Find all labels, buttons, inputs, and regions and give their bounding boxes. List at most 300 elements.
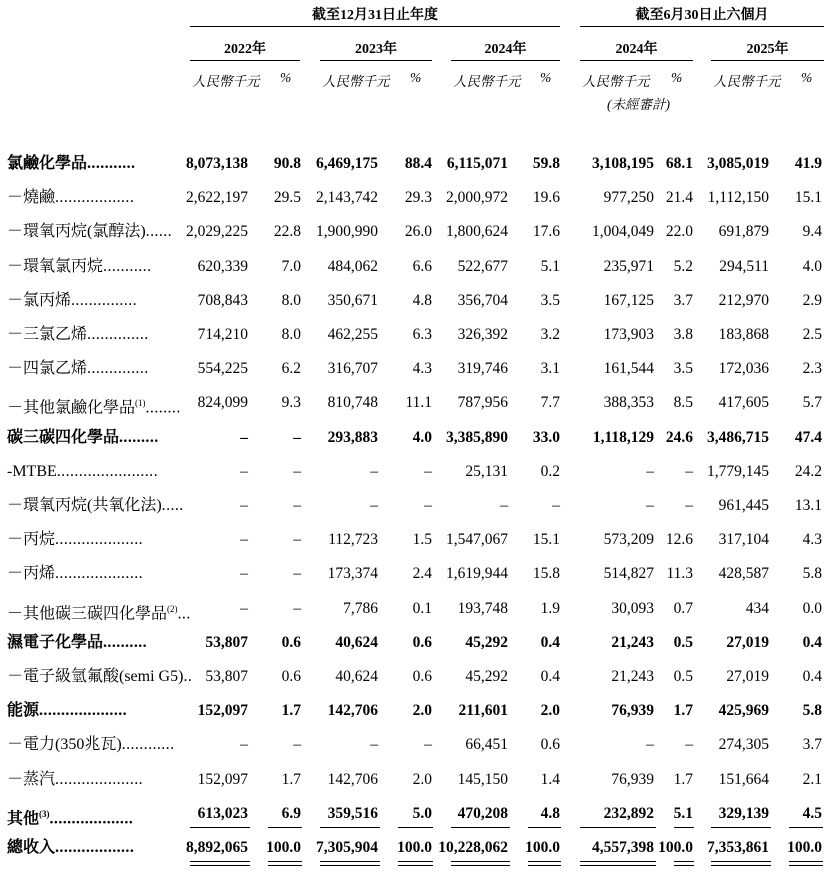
percent-cell: 4.8 <box>412 291 432 309</box>
dot-leader: ............... <box>71 291 138 309</box>
row-label <box>7 697 127 725</box>
percent-cell: 24.6 <box>665 428 693 446</box>
dot-leader: ........ <box>145 399 181 417</box>
pct-label-2024-h1: % <box>671 70 683 85</box>
percent-cell: 9.3 <box>281 394 301 412</box>
amount-cell: 319,746 <box>457 360 508 378</box>
amount-cell: 350,671 <box>327 291 378 309</box>
total-double-rule <box>398 861 433 866</box>
year-rule-2024 <box>451 60 560 61</box>
dot-leader: ........... <box>87 155 136 172</box>
percent-cell: 5.8 <box>802 565 822 583</box>
percent-cell: – <box>424 736 432 754</box>
group-header-annual: 截至12月31日止年度 <box>312 8 438 23</box>
percent-cell: – <box>685 497 693 514</box>
amount-cell: 573,209 <box>603 531 654 549</box>
amount-cell: 329,139 <box>718 804 769 822</box>
percent-cell: 41.9 <box>794 155 822 172</box>
percent-cell: 4.8 <box>540 804 560 822</box>
dot-leader: .............. <box>87 360 149 378</box>
amount-cell: 212,970 <box>718 291 769 309</box>
footnote-marker: (1) <box>135 398 146 409</box>
amount-cell: 787,956 <box>457 394 508 412</box>
amount-cell: 359,516 <box>327 804 378 822</box>
percent-cell: – <box>424 497 432 514</box>
percent-cell: 2.0 <box>412 770 432 788</box>
percent-cell: 1.4 <box>540 770 560 788</box>
row-label-text: 氯鹼化學品 <box>7 155 88 172</box>
percent-cell: 3.7 <box>673 291 693 309</box>
amount-cell: 6,115,071 <box>446 155 508 172</box>
percent-cell: 12.6 <box>665 531 693 549</box>
percent-cell: 7.0 <box>281 257 301 275</box>
percent-cell: 3.7 <box>802 736 822 754</box>
year-rule-2022 <box>190 60 300 61</box>
row-label-text: 其他 <box>7 810 40 828</box>
percent-cell: 5.0 <box>412 804 432 822</box>
year-header-2023: 2023年 <box>355 42 397 57</box>
table-row <box>0 218 828 246</box>
amount-cell: – <box>240 565 248 583</box>
row-label-text: 能源 <box>7 702 40 720</box>
percent-cell: 26.0 <box>404 223 432 241</box>
percent-cell: 5.1 <box>673 804 693 822</box>
total-double-rule <box>789 861 823 866</box>
percent-cell: 8.0 <box>281 326 301 343</box>
percent-cell: 4.5 <box>802 804 822 822</box>
amount-cell: 172,036 <box>718 360 769 378</box>
row-label-text: －電子級氫氟酸(semi G5) <box>7 668 184 685</box>
percent-cell: 0.2 <box>540 462 560 480</box>
percent-cell: 22.0 <box>665 223 693 241</box>
amount-cell: 142,706 <box>327 702 378 720</box>
percent-cell: 100.0 <box>525 839 560 856</box>
amount-cell: 3,085,019 <box>707 155 769 172</box>
subtotal-rule <box>320 827 380 828</box>
percent-cell: 6.2 <box>281 360 301 378</box>
amount-cell: 25,131 <box>465 462 508 480</box>
dot-leader: .................. <box>55 839 135 856</box>
row-label-text: 總收入 <box>7 839 56 856</box>
amount-cell: 388,353 <box>603 394 654 412</box>
percent-cell: 0.6 <box>281 668 301 685</box>
amount-cell: – <box>370 736 378 754</box>
row-label <box>7 424 159 452</box>
pct-label-2023: % <box>410 70 422 85</box>
percent-cell: 1.7 <box>673 702 693 720</box>
percent-cell: 100.0 <box>787 839 822 856</box>
percent-cell: 4.0 <box>802 257 822 275</box>
percent-cell: 6.9 <box>281 804 301 822</box>
amount-cell: 428,587 <box>718 565 769 583</box>
amount-cell: 514,827 <box>603 565 654 583</box>
percent-cell: – <box>293 428 301 446</box>
row-label-text: －燒鹼 <box>7 189 56 207</box>
row-label <box>7 595 191 628</box>
amount-cell: 151,664 <box>718 770 769 788</box>
amount-cell: – <box>500 497 508 514</box>
amount-cell: 45,292 <box>465 668 508 685</box>
row-label <box>7 834 134 862</box>
amount-cell: – <box>646 497 654 514</box>
amount-cell: – <box>240 531 248 549</box>
table-row <box>0 800 828 828</box>
amount-cell: 21,243 <box>611 668 654 685</box>
percent-cell: 6.6 <box>412 257 432 275</box>
table-row <box>0 663 828 691</box>
amount-cell: 356,704 <box>457 291 508 309</box>
amount-cell: 167,125 <box>603 291 654 309</box>
percent-cell: 3.1 <box>540 360 560 378</box>
percent-cell: 4.0 <box>412 428 432 446</box>
year-rule-2025-h1 <box>711 60 824 61</box>
percent-cell: 29.3 <box>404 189 432 207</box>
row-label-text: 碳三碳四化學品 <box>7 428 120 446</box>
percent-cell: 15.1 <box>794 189 822 207</box>
amount-cell: 173,374 <box>327 565 378 583</box>
row-label-text: －環氧氯丙烷 <box>7 257 104 275</box>
subtotal-rule <box>789 827 823 828</box>
amount-cell: – <box>240 736 248 754</box>
amount-cell: 27,019 <box>726 668 769 685</box>
amount-cell: 183,868 <box>718 326 769 343</box>
percent-cell: 0.7 <box>673 599 693 617</box>
percent-cell: – <box>424 462 432 480</box>
total-double-rule <box>528 861 561 866</box>
percent-cell: 0.4 <box>540 668 560 685</box>
percent-cell: 100.0 <box>397 839 432 856</box>
dot-leader: .. <box>183 668 193 685</box>
table-row <box>0 697 828 725</box>
amount-cell: 211,601 <box>458 702 508 720</box>
row-label <box>7 492 184 520</box>
percent-cell: – <box>293 531 301 549</box>
amount-cell: 1,800,624 <box>446 223 508 241</box>
row-label-text: －四氯乙烯 <box>7 360 88 378</box>
amount-cell: – <box>370 497 378 514</box>
dot-leader: .................. <box>55 189 135 207</box>
dot-leader: ... <box>177 604 191 622</box>
subtotal-rule <box>528 827 561 828</box>
dot-leader: ..... <box>161 497 184 514</box>
percent-cell: 0.4 <box>802 668 822 685</box>
percent-cell: – <box>293 736 301 754</box>
amount-cell: 7,786 <box>343 599 378 617</box>
pct-label-2025-h1: % <box>801 70 813 85</box>
subtotal-rule <box>580 827 656 828</box>
amount-cell: 7,305,904 <box>316 839 378 856</box>
row-label-text: －丙烯 <box>7 565 56 583</box>
table-row <box>0 492 828 520</box>
amount-cell: 53,807 <box>205 633 248 651</box>
amount-cell: 193,748 <box>457 599 508 617</box>
percent-cell: 1.5 <box>412 531 432 549</box>
dot-leader: .......... <box>103 633 148 651</box>
row-label-text: －丙烷 <box>7 531 56 549</box>
percent-cell: 4.3 <box>802 531 822 549</box>
amount-cell: 173,903 <box>603 326 654 343</box>
row-label-text: －蒸汽 <box>7 770 56 788</box>
amount-cell: 53,807 <box>205 668 248 685</box>
amount-cell: 7,353,861 <box>707 839 769 856</box>
amount-cell: 1,619,944 <box>446 565 508 583</box>
percent-cell: 1.9 <box>540 599 560 617</box>
year-header-2025-h1: 2025年 <box>746 42 789 57</box>
dot-leader: ....................... <box>56 462 158 480</box>
percent-cell: 5.2 <box>673 257 693 275</box>
dot-leader: .................... <box>55 770 144 788</box>
amount-cell: 40,624 <box>335 668 378 685</box>
percent-cell: 15.1 <box>532 531 560 549</box>
amount-cell: – <box>240 497 248 514</box>
year-header-2024: 2024年 <box>484 42 527 57</box>
amount-cell: 45,292 <box>465 633 508 651</box>
amount-cell: 8,892,065 <box>186 839 248 856</box>
percent-cell: 1.7 <box>281 702 301 720</box>
row-label-text: -MTBE <box>7 462 57 480</box>
amount-cell: 4,557,398 <box>592 839 654 856</box>
percent-cell: 0.4 <box>802 633 822 651</box>
table-row <box>0 834 828 862</box>
percent-cell: 2.0 <box>540 702 560 720</box>
amount-cell: 2,622,197 <box>186 189 248 207</box>
row-label <box>7 184 134 212</box>
table-row <box>0 184 828 212</box>
unit-label-2025-h1: 人民幣千元 <box>713 74 781 89</box>
row-label-text: 濕電子化學品 <box>7 633 104 651</box>
pct-label-2022: % <box>280 70 292 85</box>
total-double-rule <box>268 861 302 866</box>
amount-cell: 613,023 <box>197 804 248 822</box>
amount-cell: 1,112,150 <box>707 189 769 207</box>
amount-cell: 1,118,129 <box>592 428 654 446</box>
unit-label-2023: 人民幣千元 <box>322 74 390 89</box>
percent-cell: 2.3 <box>802 360 822 378</box>
amount-cell: 462,255 <box>327 326 378 343</box>
amount-cell: 76,939 <box>611 770 654 788</box>
amount-cell: 27,019 <box>726 633 769 651</box>
amount-cell: 2,143,742 <box>316 189 378 207</box>
percent-cell: 24.2 <box>794 462 822 480</box>
footnote-marker: (3) <box>39 808 50 819</box>
amount-cell: 274,305 <box>718 736 769 754</box>
amount-cell: 810,748 <box>327 394 378 412</box>
amount-cell: 961,445 <box>718 497 769 514</box>
percent-cell: 5.1 <box>540 257 560 275</box>
total-double-rule <box>674 861 694 866</box>
amount-cell: 417,605 <box>718 394 769 412</box>
amount-cell: 76,939 <box>611 702 654 720</box>
row-label <box>7 253 151 281</box>
percent-cell: 29.5 <box>273 189 301 207</box>
subtotal-rule <box>711 827 771 828</box>
amount-cell: 522,677 <box>457 257 508 275</box>
row-label <box>7 150 135 178</box>
percent-cell: 0.5 <box>673 633 693 651</box>
table-row <box>0 150 828 178</box>
percent-cell: 100.0 <box>266 839 301 856</box>
percent-cell: 21.4 <box>665 189 693 207</box>
amount-cell: 3,385,890 <box>446 428 508 446</box>
year-rule-2024-h1 <box>580 60 693 61</box>
dot-leader: ......... <box>119 428 159 446</box>
amount-cell: 1,779,145 <box>707 462 769 480</box>
percent-cell: 4.3 <box>412 360 432 378</box>
amount-cell: 3,486,715 <box>707 428 769 446</box>
table-row <box>0 458 828 486</box>
percent-cell: – <box>685 462 693 480</box>
amount-cell: 152,097 <box>197 702 248 720</box>
row-label-text: －三氯乙烯 <box>7 326 88 343</box>
table-row <box>0 355 828 383</box>
subtotal-rule <box>674 827 694 828</box>
percent-cell: 33.0 <box>532 428 560 446</box>
table-row <box>0 424 828 452</box>
percent-cell: – <box>293 497 301 514</box>
amount-cell: 145,150 <box>457 770 508 788</box>
amount-cell: 1,547,067 <box>446 531 508 549</box>
amount-cell: 235,971 <box>603 257 654 275</box>
percent-cell: 0.6 <box>412 633 432 651</box>
row-label <box>7 766 143 794</box>
amount-cell: 691,879 <box>718 223 769 241</box>
percent-cell: 0.6 <box>540 736 560 754</box>
amount-cell: 294,511 <box>719 257 769 275</box>
table-row <box>0 731 828 759</box>
percent-cell: 59.8 <box>532 155 560 172</box>
percent-cell: – <box>293 565 301 583</box>
row-label <box>7 629 147 657</box>
total-double-rule <box>711 861 771 866</box>
row-label <box>7 526 143 554</box>
row-label <box>7 355 149 383</box>
row-label <box>7 287 137 315</box>
row-label-text: －其他碳三碳四化學品 <box>7 604 168 622</box>
row-label <box>7 218 172 246</box>
row-label-text: －環氧丙烷(共氧化法) <box>7 497 162 514</box>
percent-cell: 0.0 <box>802 599 822 617</box>
year-rule-2023 <box>320 60 432 61</box>
row-label-text: －氯丙烯 <box>7 291 72 309</box>
amount-cell: – <box>240 428 248 446</box>
percent-cell: 2.5 <box>802 326 822 343</box>
amount-cell: 620,339 <box>197 257 248 275</box>
percent-cell: 5.7 <box>802 394 822 412</box>
percent-cell: 9.4 <box>802 223 822 241</box>
row-label <box>7 731 174 759</box>
total-double-rule <box>320 861 380 866</box>
percent-cell: 0.4 <box>540 633 560 651</box>
year-header-2022: 2022年 <box>224 42 266 57</box>
amount-cell: 21,243 <box>611 633 654 651</box>
dot-leader: ............ <box>121 736 175 754</box>
row-label <box>7 389 181 422</box>
percent-cell: 7.7 <box>540 394 560 412</box>
amount-cell: 714,210 <box>197 326 248 343</box>
percent-cell: – <box>685 736 693 754</box>
percent-cell: 0.5 <box>673 668 693 685</box>
subtotal-rule <box>398 827 433 828</box>
dot-leader: .................... <box>55 531 144 549</box>
unit-label-2024: 人民幣千元 <box>453 74 521 89</box>
row-label <box>7 321 149 349</box>
amount-cell: 142,706 <box>327 770 378 788</box>
amount-cell: 2,000,972 <box>446 189 508 207</box>
table-row <box>0 629 828 657</box>
amount-cell: 317,104 <box>718 531 769 549</box>
dot-leader: ...... <box>145 223 173 241</box>
dot-leader: .................... <box>55 565 144 583</box>
amount-cell: 30,093 <box>611 599 654 617</box>
amount-cell: 708,843 <box>197 291 248 309</box>
percent-cell: 2.9 <box>802 291 822 309</box>
row-label-text: －環氧丙烷(氯醇法) <box>7 223 146 241</box>
percent-cell: – <box>552 497 560 514</box>
percent-cell: 2.4 <box>412 565 432 583</box>
amount-cell: – <box>240 599 248 617</box>
amount-cell: 484,062 <box>327 257 378 275</box>
subtotal-rule <box>451 827 510 828</box>
pct-label-2024: % <box>540 70 552 85</box>
total-double-rule <box>451 861 510 866</box>
percent-cell: 5.8 <box>802 702 822 720</box>
amount-cell: 425,969 <box>718 702 769 720</box>
amount-cell: 2,029,225 <box>186 223 248 241</box>
percent-cell: 13.1 <box>794 497 822 514</box>
amount-cell: 40,624 <box>335 633 378 651</box>
group-header-interim-rule <box>580 26 824 27</box>
subtotal-rule <box>268 827 302 828</box>
percent-cell: 8.5 <box>673 394 693 412</box>
table-row <box>0 287 828 315</box>
dot-leader: ........... <box>103 257 152 275</box>
amount-cell: 470,208 <box>457 804 508 822</box>
amount-cell: 326,392 <box>457 326 508 343</box>
row-label <box>7 800 133 833</box>
unaudited-label: (未經審計) <box>607 97 670 112</box>
table-row <box>0 389 828 417</box>
percent-cell: 100.0 <box>658 839 693 856</box>
amount-cell: 152,097 <box>197 770 248 788</box>
row-label <box>7 560 143 588</box>
amount-cell: 3,108,195 <box>592 155 654 172</box>
table-row <box>0 321 828 349</box>
percent-cell: 47.4 <box>794 428 822 446</box>
unit-label-2024-h1: 人民幣千元 <box>582 74 650 89</box>
table-row <box>0 595 828 623</box>
percent-cell: 90.8 <box>273 155 301 172</box>
table-row <box>0 560 828 588</box>
percent-cell: 3.5 <box>673 360 693 378</box>
amount-cell: 8,073,138 <box>186 155 248 172</box>
percent-cell: 88.4 <box>404 155 432 172</box>
row-label <box>7 458 158 486</box>
year-header-2024-h1: 2024年 <box>615 42 658 57</box>
total-double-rule <box>190 861 250 866</box>
percent-cell: 2.0 <box>412 702 432 720</box>
row-label <box>7 663 192 691</box>
percent-cell: 6.3 <box>412 326 432 343</box>
dot-leader: .............. <box>87 326 149 343</box>
amount-cell: 824,099 <box>197 394 248 412</box>
amount-cell: 10,228,062 <box>438 839 508 856</box>
percent-cell: 3.5 <box>540 291 560 309</box>
percent-cell: 1.7 <box>673 770 693 788</box>
table-row <box>0 253 828 281</box>
row-label-text: －其他氯鹼化學品 <box>7 399 136 417</box>
amount-cell: 316,707 <box>327 360 378 378</box>
percent-cell: 22.8 <box>273 223 301 241</box>
